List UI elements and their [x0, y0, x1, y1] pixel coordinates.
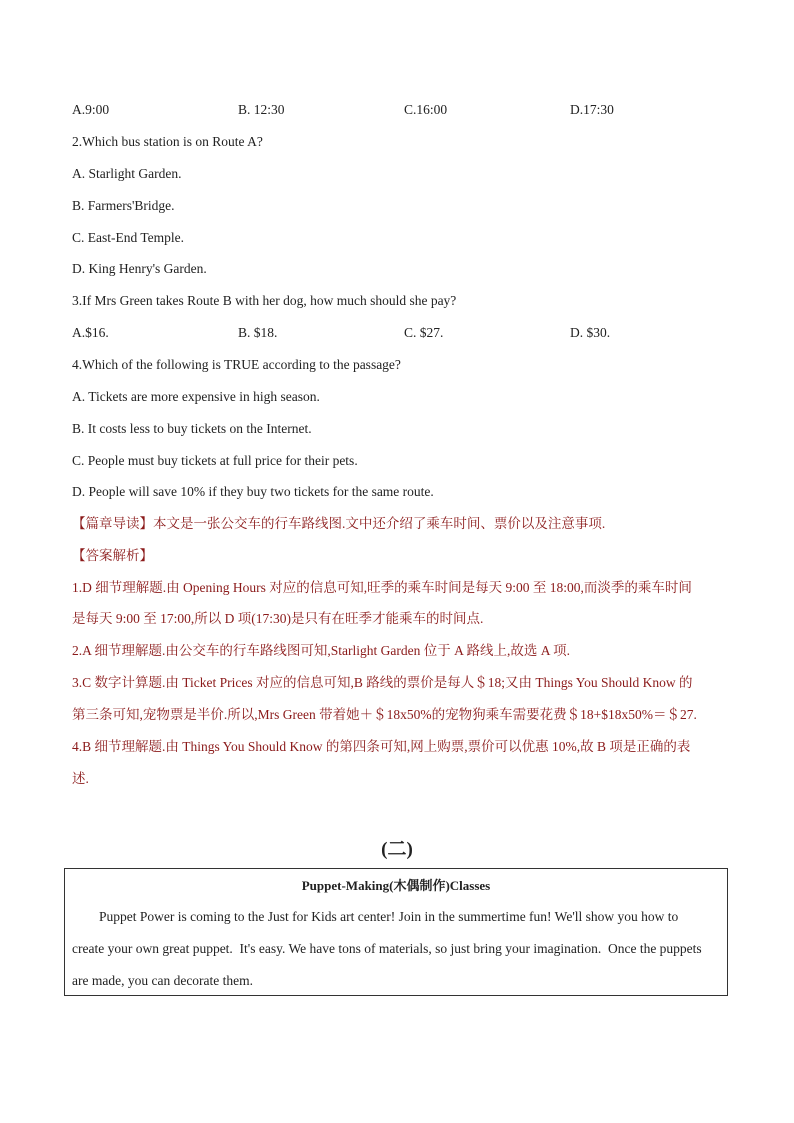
q4-option-d: D. People will save 10% if they buy two tickets for the same route.	[72, 484, 434, 499]
q4-question: 4.Which of the following is TRUE according to the passage?	[72, 357, 401, 372]
q2-option-c: C. East-End Temple.	[72, 230, 185, 245]
answer-1-line-2: 是每天 9:00 至 17:00,所以 D 项(17:30)是只有在旺季才能乘车的时间点.	[72, 611, 484, 626]
answer-4-line-2: 述.	[72, 771, 89, 786]
passage-box	[64, 868, 728, 996]
q3-question: 3.If Mrs Green takes Route B with her dog, how much should she pay?	[72, 293, 457, 308]
answers-label: 【答案解析】	[72, 548, 153, 563]
q1-option-c: C.16:00	[404, 102, 448, 117]
passage-guide	[72, 515, 605, 533]
passage-line-2: create your own great puppet. It's easy. We have tons of materials, so just bring your imagination. Once the puppets	[72, 941, 702, 956]
q2-option-a: A. Starlight Garden.	[72, 166, 182, 181]
q4-option-a: A. Tickets are more expensive in high season.	[72, 389, 320, 404]
passage-line-1: Puppet Power is coming to the Just for Kids art center! Join in the summertime fun! We'll show you how to	[72, 909, 679, 924]
q3-option-d: D. $30.	[570, 325, 611, 340]
passage-line-3: are made, you can decorate them.	[72, 973, 254, 988]
guide-text: 本文是一张公交车的行车路线图.文中还介绍了乘车时间、票价以及注意事项.	[153, 516, 606, 531]
answer-2: 2.A 细节理解题.由公交车的行车路线图可知,Starlight Garden 位于 A 路线上,故选 A 项.	[72, 643, 570, 658]
q3-option-a: A.$16.	[72, 325, 109, 340]
answer-4-line-1: 4.B 细节理解题.由 Things You Should Know 的第四条可知,网上购票,票价可以优惠 10%,故 B 项是正确的表	[72, 739, 691, 754]
q3-option-c: C. $27.	[404, 325, 444, 340]
q3-option-b: B. $18.	[238, 325, 278, 340]
answer-3-line-2: 第三条可知,宠物票是半价.所以,Mrs Green 带着她＋＄18x50%的宠物狗乘车需要花费＄18+$18x50%＝＄27.	[72, 707, 697, 722]
q1-option-d: D.17:30	[570, 102, 614, 117]
q1-option-a: A.9:00	[72, 102, 110, 117]
passage-title: Puppet-Making(木偶制作)Classes	[301, 878, 491, 893]
q2-option-d: D. King Henry's Garden.	[72, 261, 207, 276]
answer-1-line-1: 1.D 细节理解题.由 Opening Hours 对应的信息可知,旺季的乘车时间是每天 9:00 至 18:00,而淡季的乘车时间	[72, 580, 692, 595]
q1-option-b: B. 12:30	[238, 102, 285, 117]
q2-question: 2.Which bus station is on Route A?	[72, 134, 263, 149]
guide-label: 【篇章导读】	[72, 516, 153, 531]
q4-option-c: C. People must buy tickets at full price for their pets.	[72, 453, 358, 468]
section-title: (二)	[381, 839, 413, 860]
q4-option-b: B. It costs less to buy tickets on the Internet.	[72, 421, 312, 436]
answer-3-line-1: 3.C 数字计算题.由 Ticket Prices 对应的信息可知,B 路线的票价是每人＄18;又由 Things You Should Know 的	[72, 675, 693, 690]
q2-option-b: B. Farmers'Bridge.	[72, 198, 175, 213]
